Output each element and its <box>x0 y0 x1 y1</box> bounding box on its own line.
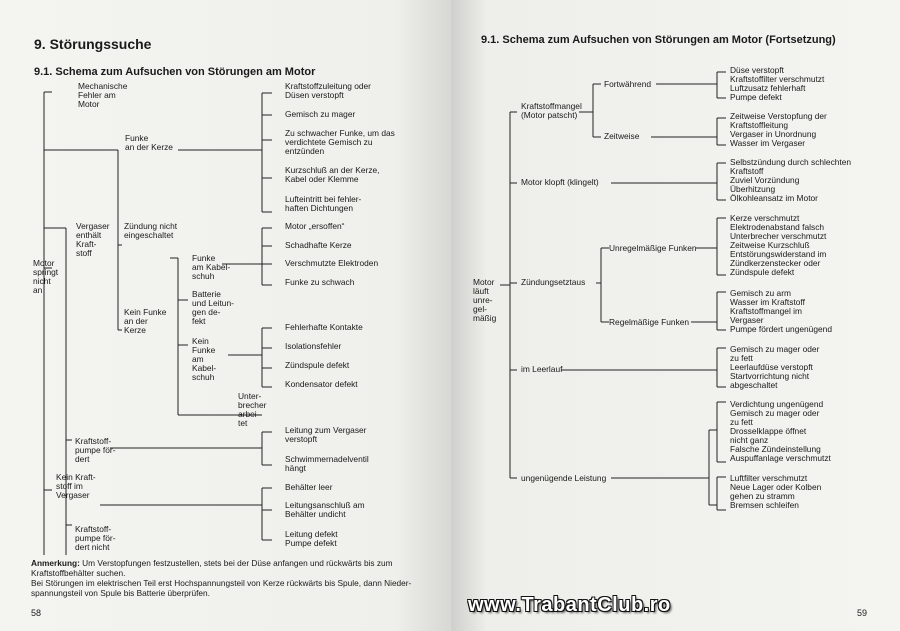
node-vergaser-kraftstoff: Vergaser enthält Kraft- stoff <box>76 221 110 258</box>
cause-schwacher-funke: Zu schwacher Funke, um das verdichtete Gemisch zu entzünden <box>285 128 395 156</box>
cause-kraftstoffzuleitung: Kraftstoffzuleitung oder Düsen verstopft <box>285 81 371 100</box>
node-ungenuegende-leistung: ungenügende Leistung <box>521 473 607 483</box>
node-motor-laeuft-unregelmaessig: Motor läuft unre- gel- mäßig <box>473 277 497 323</box>
node-im-leerlauf: im Leerlauf <box>521 364 563 374</box>
node-kraftstoffmangel: Kraftstoffmangel (Motor patscht) <box>521 101 582 120</box>
node-motor-springt-nicht: Motor springt nicht an <box>33 258 59 295</box>
causes-regelmaessige-funken: Gemisch zu arm Wasser im Kraftstoff Kraftstoffmangel im Vergaser Pumpe fördert ungenügend <box>730 288 832 334</box>
cause-kurzschluss: Kurzschluß an der Kerze, Kabel oder Klemme <box>285 165 380 184</box>
cause-fehlerhafte-kontakte: Fehlerhafte Kontakte <box>285 322 363 332</box>
node-batterie-leitungen: Batterie und Leitun- gen de- fekt <box>192 289 234 326</box>
node-kein-funke-kerze: Kein Funke an der Kerze <box>124 307 167 335</box>
cause-verschmutzte-elektroden: Verschmutzte Elektroden <box>285 258 379 268</box>
node-kraftstoffpumpe-nicht: Kraftstoff- pumpe för- dert nicht <box>75 524 116 552</box>
cause-zuendspule-defekt: Zündspule defekt <box>285 360 350 370</box>
cause-behaelter-leer: Behälter leer <box>285 482 333 492</box>
cause-funke-schwach: Funke zu schwach <box>285 277 355 287</box>
cause-lufteintritt: Lufteintritt bei fehler- haften Dichtungen <box>285 194 362 213</box>
causes-zeitweise: Zeitweise Verstopfung der Kraftstoffleitung Vergaser in Unordnung Wasser im Vergaser <box>730 111 827 148</box>
causes-unregelmaessige-funken: Kerze verschmutzt Elektrodenabstand falsch Unterbrecher verschmutzt Zeitweise Kurzschluß Entstörungswiderstand im Zündkerzenstecker oder Zündspule defekt <box>730 213 827 277</box>
causes-fortwaehrend: Düse verstopft Kraftstoffilter verschmutzt Luftzusatz fehlerhaft Pumpe defekt <box>730 65 825 102</box>
node-kraftstoffpumpe-foerdert: Kraftstoff- pumpe för- dert <box>75 436 116 464</box>
right-flowchart-lines <box>451 0 900 631</box>
section-title: 9.1. Schema zum Aufsuchen von Störungen am Motor <box>34 66 316 78</box>
node-unterbrecher: Unter- brecher arbei- tet <box>238 391 267 428</box>
note-text: Um Verstopfungen festzustellen, stets bei der Düse anfangen und rückwärts bis zum Kraftstoffbehälter suchen. Bei Störungen im elektrischen Teil erst Hochspannungsteil von Kerze rückwärts bis Spule, dann Nieder- spannungsteil von Spule bis Batterie überprüfen. <box>31 558 412 598</box>
node-unregelmaessige-funken: Unregelmäßige Funken <box>609 243 697 253</box>
node-funke-an-kerze: Funke an der Kerze <box>125 133 173 152</box>
node-zuendung-nicht-eingeschaltet: Zündung nicht eingeschaltet <box>124 221 178 240</box>
node-kein-kraftstoff-vergaser: Kein Kraft- stoff im Vergaser <box>56 472 96 500</box>
chapter-title: 9. Störungssuche <box>34 36 152 52</box>
node-zeitweise: Zeitweise <box>604 131 640 141</box>
cause-gemisch-mager: Gemisch zu mager <box>285 109 356 119</box>
node-fortwaehrend: Fortwährend <box>604 79 652 89</box>
note-paragraph <box>31 558 431 598</box>
cause-leitung-defekt: Leitung defekt Pumpe defekt <box>285 529 338 548</box>
cause-leitungsanschluss: Leitungsanschluß am Behälter undicht <box>285 500 365 519</box>
cause-leitung-vergaser: Leitung zum Vergaser verstopft <box>285 425 367 444</box>
node-funke-kabelschuh: Funke am Kabel- schuh <box>192 253 231 281</box>
node-mechanische-fehler: Mechanische Fehler am Motor <box>78 81 128 109</box>
node-motor-klopft: Motor klopft (klingelt) <box>521 177 599 187</box>
causes-leistung-1: Verdichtung ungenügend Gemisch zu mager oder zu fett Drosselklappe öffnet nicht ganz Falsche Zündeinstellung Auspuffanlage verschmutzt <box>730 399 831 463</box>
cause-isolationsfehler: Isolationsfehler <box>285 341 342 351</box>
node-zuendung-setzt-aus: Zündungsetztaus <box>521 277 586 287</box>
page-number-right: 59 <box>857 608 868 618</box>
cause-schadhafte-kerze: Schadhafte Kerze <box>285 240 352 250</box>
cause-motor-ersoffen: Motor „ersoffen“ <box>285 221 345 231</box>
watermark: www.TrabantClub.ro <box>468 594 671 616</box>
causes-klopft: Selbstzündung durch schlechten Kraftstoff Zuviel Vorzündung Überhitzung Ölkohleansatz im Motor <box>730 157 852 203</box>
cause-kondensator-defekt: Kondensator defekt <box>285 379 358 389</box>
cause-schwimmernadelventil: Schwimmernadelventil hängt <box>285 454 369 473</box>
node-kein-funke-kabelschuh: Kein Funke am Kabel- schuh <box>192 336 217 382</box>
right-page <box>451 0 900 631</box>
causes-leistung-2: Luftfilter verschmutzt Neue Lager oder Kolben gehen zu stramm Bremsen schleifen <box>730 473 822 510</box>
section-title-continued: 9.1. Schema zum Aufsuchen von Störungen am Motor (Fortsetzung) <box>481 34 836 46</box>
note-label: Anmerkung: <box>31 558 80 568</box>
causes-leerlauf: Gemisch zu mager oder zu fett Leerlaufdüse verstopft Startvorrichtung nicht abgeschaltet <box>730 344 820 390</box>
node-regelmaessige-funken: Regelmäßige Funken <box>609 317 690 327</box>
page-number-left: 58 <box>31 608 42 618</box>
left-page <box>0 0 449 631</box>
